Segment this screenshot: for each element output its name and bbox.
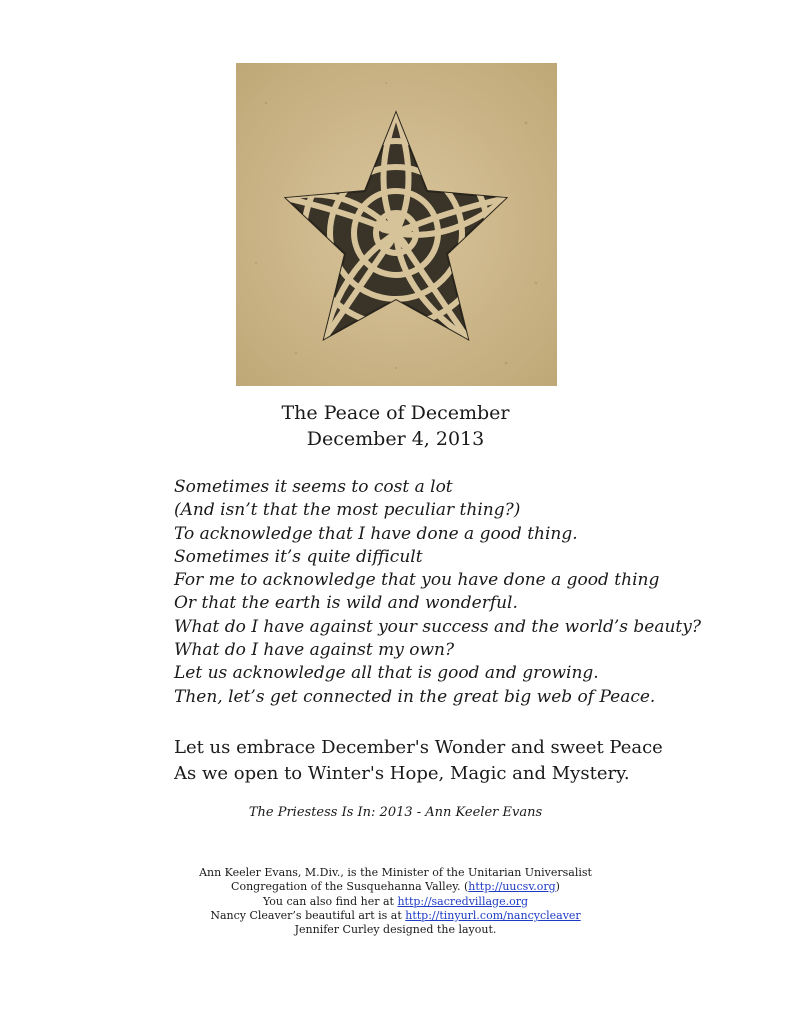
page-title: The Peace of December (281, 402, 510, 424)
page-date: December 4, 2013 (306, 428, 485, 450)
footer-line (0, 895, 791, 909)
poem-line: Sometimes it seems to cost a lot (174, 477, 453, 497)
poem-line: Or that the earth is wild and wonderful. (174, 593, 518, 614)
poem-line: What do I have against my own? (174, 640, 455, 661)
poem-line: Then, let’s get connected in the great big web of Peace. (174, 686, 656, 707)
poem-line: Let us acknowledge all that is good and growing. (174, 663, 599, 684)
sacredvillage-link[interactable]: http://sacredvillage.org (397, 894, 528, 908)
star-mandala-icon (236, 63, 557, 386)
footer-line (0, 909, 791, 923)
footer-credits (0, 866, 791, 937)
footer-text: Congregation of the Susquehanna Valley. ( (231, 880, 469, 894)
poem-line: To acknowledge that I have done a good thing. (174, 523, 578, 544)
uucsv-link[interactable]: http://uucsv.org (468, 880, 556, 894)
footer-line (0, 880, 791, 894)
footer-line: Jennifer Curley designed the layout. (294, 923, 497, 937)
poem-line: Sometimes it’s quite difficult (174, 546, 423, 567)
footer-text: ) (555, 880, 560, 894)
poem-line: For me to acknowledge that you have done a good thing (174, 570, 660, 591)
poem-line: What do I have against your success and the world’s beauty? (174, 616, 701, 637)
footer-line: Ann Keeler Evans, M.Div., is the Minister of the Unitarian Universalist (199, 866, 592, 879)
closing-line: As we open to Winter's Hope, Magic and Mystery. (174, 762, 630, 784)
footer-text: Nancy Cleaver’s beautiful art is at (210, 908, 406, 922)
poem-line: (And isn’t that the most peculiar thing?) (174, 500, 521, 521)
poem (174, 476, 701, 709)
star-artwork (236, 63, 557, 386)
attribution: The Priestess Is In: 2013 - Ann Keeler Evans (248, 805, 543, 820)
footer-text: You can also find her at (263, 894, 398, 908)
closing-line: Let us embrace December's Wonder and sweet Peace (174, 737, 663, 758)
nancycleaver-link[interactable]: http://tinyurl.com/nancycleaver (405, 908, 581, 922)
closing-stanza (174, 735, 663, 786)
